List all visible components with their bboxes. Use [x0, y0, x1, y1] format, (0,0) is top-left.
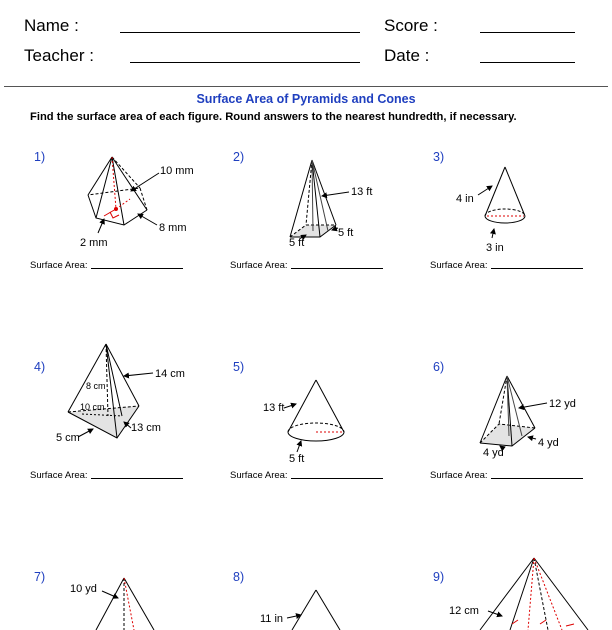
problem-number-9: 9): [433, 570, 445, 584]
teacher-label: Teacher :: [24, 46, 94, 65]
answer-label: Surface Area:: [30, 260, 88, 271]
figure-2-label-side-b: 5 ft: [338, 227, 354, 239]
figure-8-label-slant: 11 in: [260, 613, 284, 625]
figure-6-label-slant: 12 yd: [549, 398, 576, 410]
answer-label: Surface Area:: [30, 470, 88, 481]
figure-6-square-pyramid: [480, 376, 547, 449]
figure-8-cone: [287, 590, 340, 630]
problem-number-2: 2): [233, 150, 245, 164]
figure-1-pentagonal-pyramid: [88, 157, 159, 233]
figure-2-label-slant: 13 ft: [351, 186, 373, 198]
figure-7-label-slant: 10 yd: [70, 583, 97, 595]
worksheet-title: Surface Area of Pyramids and Cones: [196, 92, 416, 106]
answer-label: Surface Area:: [230, 260, 288, 271]
problem-number-4: 4): [34, 360, 46, 374]
instructions: Find the surface area of each figure. Round answers to the nearest hundredth, if necessary.: [30, 111, 517, 123]
problem-number-5: 5): [233, 360, 245, 374]
figure-3-cone: [478, 167, 525, 238]
figure-1-label-slant: 10 mm: [160, 165, 194, 177]
problem-number-8: 8): [233, 570, 245, 584]
problem-number-6: 6): [433, 360, 445, 374]
figure-1-label-side: 8 mm: [159, 222, 187, 234]
score-label: Score :: [384, 16, 438, 35]
answer-label: Surface Area:: [430, 260, 488, 271]
figure-3-label-slant: 4 in: [456, 193, 474, 205]
figure-3-label-radius: 3 in: [486, 242, 504, 254]
answer-label: Surface Area:: [430, 470, 488, 481]
figure-6-label-side-a: 4 yd: [483, 447, 504, 459]
figure-4-label-height: 8 cm: [86, 381, 106, 391]
figure-4-label-apothem: 10 cm: [80, 402, 105, 412]
figure-7-pyramid: [96, 578, 154, 630]
figure-4-label-slant: 14 cm: [155, 368, 185, 380]
figure-4-label-base: 5 cm: [56, 432, 80, 444]
figure-9-pyramid: [480, 558, 588, 630]
figure-9-label-slant: 12 cm: [449, 605, 479, 617]
figure-2-label-side-a: 5 ft: [289, 237, 305, 249]
figure-5-cone: [284, 380, 344, 452]
figure-5-label-radius: 5 ft: [289, 453, 305, 465]
problem-number-7: 7): [34, 570, 46, 584]
name-label: Name :: [24, 16, 79, 35]
date-label: Date :: [384, 46, 430, 65]
answer-label: Surface Area:: [230, 470, 288, 481]
figure-1-label-apothem: 2 mm: [80, 237, 108, 249]
figure-6-label-side-b: 4 yd: [538, 437, 559, 449]
problem-number-3: 3): [433, 150, 445, 164]
figure-4-label-side: 13 cm: [131, 422, 161, 434]
problem-number-1: 1): [34, 150, 46, 164]
figure-5-label-slant: 13 ft: [263, 402, 285, 414]
